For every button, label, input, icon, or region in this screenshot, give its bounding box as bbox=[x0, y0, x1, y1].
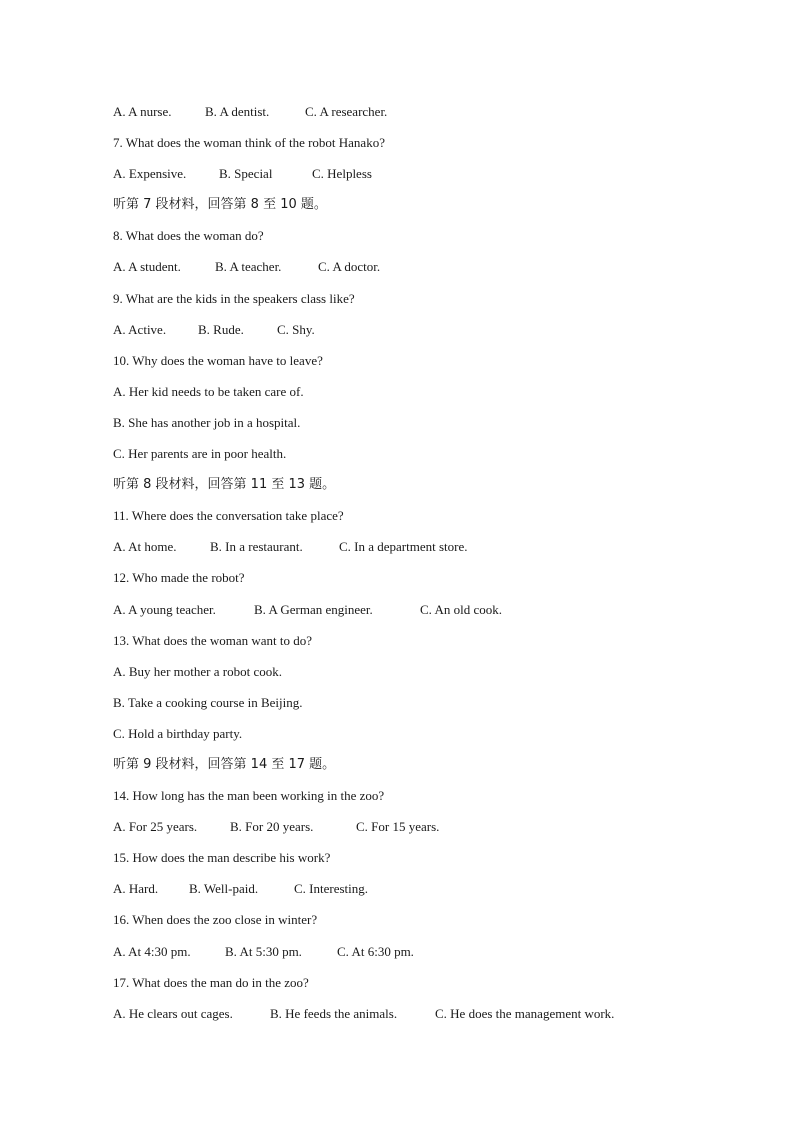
section-instruction: 听第 8 段材料，回答第 11 至 13 题。 bbox=[113, 477, 336, 493]
answer-options-row bbox=[113, 879, 753, 910]
answer-option: A. For 25 years. bbox=[113, 819, 198, 835]
answer-option-line: C. Her parents are in poor health. bbox=[113, 446, 287, 462]
answer-option: B. In a restaurant. bbox=[210, 539, 303, 555]
question-text: 14. How long has the man been working in the zoo? bbox=[113, 788, 385, 804]
answer-option: C. Shy. bbox=[277, 321, 315, 337]
answer-option: B. A dentist. bbox=[205, 104, 270, 119]
answer-options-row bbox=[113, 817, 753, 848]
answer-option: B. For 20 years. bbox=[230, 819, 314, 835]
answer-options-row bbox=[113, 257, 753, 288]
answer-option: C. A researcher. bbox=[305, 104, 388, 119]
answer-option: B. Well-paid. bbox=[189, 881, 259, 897]
answer-option-line: A. Buy her mother a robot cook. bbox=[113, 663, 282, 679]
answer-option: A. He clears out cages. bbox=[113, 1005, 233, 1021]
answer-options-row bbox=[113, 600, 753, 631]
answer-options-row bbox=[113, 164, 753, 195]
answer-option: C. He does the management work. bbox=[435, 1005, 615, 1021]
answer-option: B. Rude. bbox=[198, 321, 244, 337]
question-text: 16. When does the zoo close in winter? bbox=[113, 912, 318, 928]
question-text: 10. Why does the woman have to leave? bbox=[113, 352, 323, 368]
question-text: 11. Where does the conversation take place? bbox=[113, 508, 344, 524]
answer-option: B. A German engineer. bbox=[254, 601, 373, 617]
answer-options-row bbox=[113, 537, 753, 568]
answer-option: B. A teacher. bbox=[215, 259, 282, 275]
answer-option-line: A. Her kid needs to be taken care of. bbox=[113, 383, 304, 399]
answer-options-row bbox=[113, 102, 753, 133]
answer-option-line: B. She has another job in a hospital. bbox=[113, 414, 301, 430]
question-text: 9. What are the kids in the speakers class like? bbox=[113, 290, 355, 306]
answer-option: A. Hard. bbox=[113, 881, 159, 897]
answer-options-row bbox=[113, 1004, 753, 1035]
question-text: 13. What does the woman want to do? bbox=[113, 632, 313, 648]
question-text: 15. How does the man describe his work? bbox=[113, 850, 331, 866]
answer-option: A. A nurse. bbox=[113, 104, 172, 119]
answer-option: C. Interesting. bbox=[294, 881, 369, 897]
question-text: 17. What does the man do in the zoo? bbox=[113, 974, 309, 990]
question-text: 7. What does the woman think of the robot Hanako? bbox=[113, 135, 385, 151]
answer-option: B. Special bbox=[219, 166, 273, 182]
answer-option: B. He feeds the animals. bbox=[270, 1005, 398, 1021]
answer-option: C. An old cook. bbox=[420, 601, 502, 617]
answer-option: A. At home. bbox=[113, 539, 177, 555]
answer-option: C. At 6:30 pm. bbox=[337, 943, 414, 959]
question-text: 8. What does the woman do? bbox=[113, 228, 264, 244]
section-instruction: 听第 7 段材料，回答第 8 至 10 题。 bbox=[113, 197, 327, 213]
exam-page bbox=[113, 102, 753, 1035]
answer-option-line: B. Take a cooking course in Beijing. bbox=[113, 694, 303, 710]
answer-option: C. For 15 years. bbox=[356, 819, 440, 835]
answer-option: C. A doctor. bbox=[318, 259, 381, 275]
answer-option: A. Expensive. bbox=[113, 166, 187, 182]
question-text: 12. Who made the robot? bbox=[113, 570, 245, 586]
answer-option: A. A young teacher. bbox=[113, 601, 216, 617]
answer-options-row bbox=[113, 942, 753, 973]
answer-option: C. Helpless bbox=[312, 166, 372, 182]
answer-option: B. At 5:30 pm. bbox=[225, 943, 302, 959]
answer-option: C. In a department store. bbox=[339, 539, 468, 555]
section-instruction: 听第 9 段材料，回答第 14 至 17 题。 bbox=[113, 756, 336, 772]
answer-option: A. Active. bbox=[113, 321, 167, 337]
answer-option-line: C. Hold a birthday party. bbox=[113, 725, 243, 741]
answer-options-row bbox=[113, 320, 753, 351]
answer-option: A. A student. bbox=[113, 259, 181, 275]
answer-option: A. At 4:30 pm. bbox=[113, 943, 191, 959]
